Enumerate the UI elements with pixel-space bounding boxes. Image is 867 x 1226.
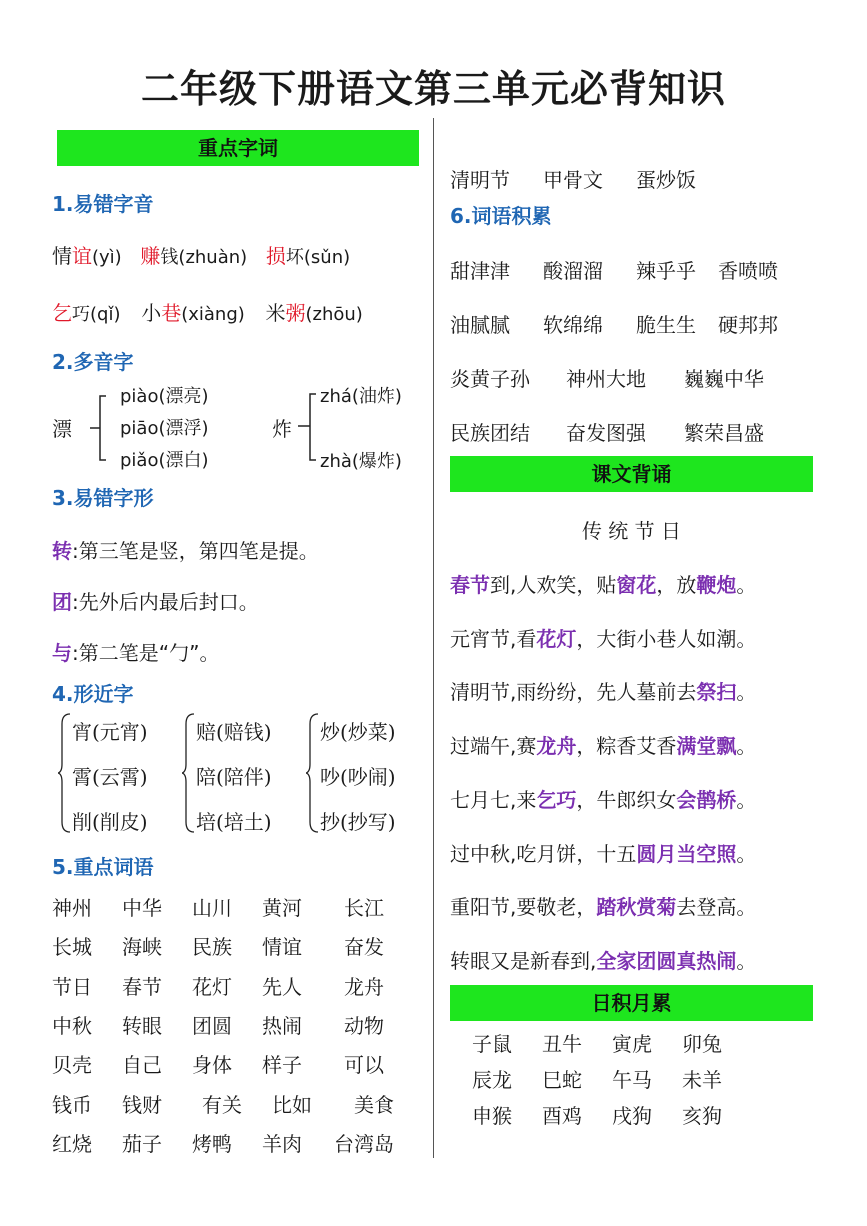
poem-text: 过端午,赛 <box>450 734 537 759</box>
accum-word: 辣乎乎 <box>636 259 696 283</box>
vocab-word: 黄河 <box>262 896 302 920</box>
accum-word: 繁荣昌盛 <box>684 421 764 445</box>
pron-4: 乞巧(qǐ) <box>52 301 121 325</box>
pron-2: 赚钱(zhuàn) <box>140 244 248 268</box>
zodiac-word: 丑牛 <box>542 1032 582 1056</box>
zodiac-word: 巳蛇 <box>542 1068 582 1092</box>
vocab-word: 节日 <box>52 974 92 999</box>
accum-word: 甜津津 <box>450 259 510 283</box>
poem-text: 。 <box>736 680 757 705</box>
vocab-word: 身体 <box>192 1053 232 1078</box>
brace-group-2 <box>182 712 196 834</box>
poem-line <box>450 838 756 867</box>
column-divider <box>433 118 434 1158</box>
bracket-1 <box>86 388 110 468</box>
accum-word: 神州大地 <box>566 367 646 391</box>
accum-word: 香喷喷 <box>718 259 778 283</box>
poem-text: ，放 <box>656 573 697 597</box>
vocab-word: 台湾岛 <box>334 1131 394 1156</box>
poem-highlight: 会鹊桥 <box>676 787 737 812</box>
poem-text: ，牛郎织女 <box>576 787 677 812</box>
vocab-word: 团圆 <box>192 1013 232 1038</box>
top-word-1: 清明节 <box>450 168 510 192</box>
poem-text: ，大街小巷人如潮。 <box>576 626 757 651</box>
glyph-item-3: 与:第二笔是“勹”。 <box>52 641 220 665</box>
poem-highlight: 龙舟 <box>536 734 577 759</box>
vocab-word: 长城 <box>52 935 92 960</box>
similar-3-2: 吵(吵闹) <box>320 765 396 789</box>
vocab-word: 转眼 <box>122 1013 162 1038</box>
accum-word: 炎黄子孙 <box>450 367 530 391</box>
vocab-word: 长江 <box>344 896 384 920</box>
vocab-word: 神州 <box>52 896 92 920</box>
vocab-word: 羊肉 <box>262 1131 302 1156</box>
polyphone-char-1: 漂 <box>52 417 72 441</box>
poem-highlight: 鞭炮 <box>696 573 737 597</box>
vocab-word: 热闹 <box>262 1013 302 1038</box>
vocab-word: 动物 <box>344 1013 384 1038</box>
zodiac-word: 申猴 <box>472 1104 512 1128</box>
pron-5: 小巷(xiàng) <box>141 301 245 325</box>
poem-line <box>450 623 756 652</box>
poem-highlight: 满堂飘 <box>676 734 737 759</box>
poem-text: 元宵节,看 <box>450 626 537 651</box>
poem-text: 去登高。 <box>676 895 757 920</box>
poem-line <box>450 945 756 974</box>
zodiac-word: 未羊 <box>682 1068 722 1092</box>
pron-1: 情谊(yì) <box>52 244 122 268</box>
banner-key-words: 重点字词 <box>57 130 419 166</box>
similar-2-2: 陪(陪伴) <box>196 765 272 789</box>
vocab-word: 茄子 <box>122 1131 162 1156</box>
accum-word: 巍巍中华 <box>684 367 764 391</box>
heading-key-vocab: 5.重点词语 <box>52 855 154 879</box>
poem-line <box>450 730 756 759</box>
polyphone-2-item-2: zhà(爆炸) <box>320 451 402 472</box>
poem-highlight: 全家团圆真热闹 <box>596 948 737 973</box>
vocab-word: 花灯 <box>192 974 232 999</box>
pronunciation-row-2 <box>52 297 363 326</box>
poem-text: 七月七,来 <box>450 787 537 812</box>
poem-text: 。 <box>736 841 757 866</box>
similar-1-2: 霄(云霄) <box>72 765 148 789</box>
top-word-3: 蛋炒饭 <box>636 168 696 192</box>
top-word-2: 甲骨文 <box>543 168 603 192</box>
poem-text: 重阳节,要敬老， <box>450 895 597 920</box>
zodiac-word: 辰龙 <box>472 1068 512 1092</box>
poem-highlight: 踏秋赏菊 <box>596 895 677 920</box>
heading-pronunciation: 1.易错字音 <box>52 192 154 216</box>
poem-text: 到,人欢笑，贴 <box>490 573 617 597</box>
zodiac-word: 戌狗 <box>612 1104 652 1128</box>
accum-word: 脆生生 <box>636 313 696 337</box>
vocab-word: 龙舟 <box>344 974 384 999</box>
zodiac-word: 亥狗 <box>682 1104 722 1128</box>
similar-2-1: 赔(赔钱) <box>196 720 272 744</box>
poem-text: ，粽香艾香 <box>576 734 677 759</box>
zodiac-word: 卯兔 <box>682 1032 722 1056</box>
vocab-word: 贝壳 <box>52 1053 92 1078</box>
poem-text: 。 <box>736 787 757 812</box>
pron-6: 米粥(zhōu) <box>265 301 363 325</box>
zodiac-word: 寅虎 <box>612 1032 652 1056</box>
accum-word: 软绵绵 <box>543 313 603 337</box>
vocab-word: 美食 <box>354 1092 394 1117</box>
vocab-word: 海峡 <box>122 935 162 960</box>
page-title: 二年级下册语文第三单元必背知识 <box>140 67 726 111</box>
poem-highlight: 圆月当空照 <box>636 841 737 866</box>
vocab-word: 样子 <box>262 1053 302 1078</box>
poem-text: 。 <box>736 734 757 759</box>
poem-highlight: 祭扫 <box>696 680 737 705</box>
glyph-item-1: 转:第三笔是竖，第四笔是提。 <box>52 539 319 563</box>
vocab-word: 先人 <box>262 974 302 999</box>
poem-text: 清明节,雨纷纷，先人墓前去 <box>450 680 697 705</box>
glyph-item-2: 团:先外后内最后封口。 <box>52 590 259 614</box>
heading-word-accumulation: 6.词语积累 <box>450 204 552 228</box>
poem-highlight: 窗花 <box>616 573 657 597</box>
similar-1-1: 宵(元宵) <box>72 720 148 744</box>
polyphone-1-item-2: piāo(漂浮) <box>120 418 209 439</box>
vocab-word: 中秋 <box>52 1013 92 1038</box>
accum-word: 硬邦邦 <box>718 313 778 337</box>
accum-word: 民族团结 <box>450 421 530 445</box>
vocab-word: 有关 <box>202 1092 242 1117</box>
brace-group-1 <box>58 712 72 834</box>
poem-line <box>450 784 756 813</box>
similar-1-3: 削(削皮) <box>72 810 148 834</box>
vocab-word: 山川 <box>192 896 232 920</box>
poem-line <box>450 676 756 705</box>
vocab-word: 红烧 <box>52 1131 92 1156</box>
poem-text: 。 <box>736 573 757 597</box>
accum-word: 油腻腻 <box>450 313 510 337</box>
poem-title: 传 统 节 日 <box>581 519 682 543</box>
polyphone-1-item-1: piào(漂亮) <box>120 386 209 407</box>
zodiac-word: 午马 <box>612 1068 652 1092</box>
pron-3: 损坏(sǔn) <box>265 244 351 268</box>
vocab-word: 民族 <box>192 935 232 960</box>
heading-polyphones: 2.多音字 <box>52 350 134 374</box>
poem-line <box>450 891 756 920</box>
brace-group-3 <box>306 712 320 834</box>
vocab-word: 钱币 <box>52 1092 92 1117</box>
accum-word: 奋发图强 <box>566 421 646 445</box>
similar-2-3: 培(培土) <box>196 810 272 834</box>
vocab-word: 烤鸭 <box>192 1131 232 1156</box>
zodiac-word: 子鼠 <box>472 1032 512 1056</box>
vocab-word: 比如 <box>272 1092 312 1117</box>
pronunciation-row-1 <box>52 240 350 269</box>
vocab-word: 春节 <box>122 974 162 999</box>
accum-word: 酸溜溜 <box>543 259 603 283</box>
zodiac-word: 酉鸡 <box>542 1104 582 1128</box>
banner-daily-accumulation: 日积月累 <box>450 985 813 1021</box>
bracket-2 <box>294 388 320 468</box>
vocab-word: 情谊 <box>262 935 302 960</box>
banner-recitation: 课文背诵 <box>450 456 813 492</box>
poem-highlight: 乞巧 <box>536 787 577 812</box>
polyphone-2-item-1: zhá(油炸) <box>320 386 402 407</box>
poem-text: 。 <box>736 948 757 973</box>
similar-3-1: 炒(炒菜) <box>320 720 396 744</box>
polyphone-char-2: 炸 <box>272 417 292 441</box>
vocab-word: 奋发 <box>344 935 384 960</box>
similar-3-3: 抄(抄写) <box>320 810 396 834</box>
poem-highlight: 花灯 <box>536 626 577 651</box>
heading-glyph-shapes: 3.易错字形 <box>52 486 154 510</box>
poem-highlight: 春节 <box>450 573 490 597</box>
vocab-word: 自己 <box>122 1053 162 1078</box>
vocab-word: 钱财 <box>122 1092 162 1117</box>
poem-text: 过中秋,吃月饼，十五 <box>450 841 637 866</box>
heading-similar-chars: 4.形近字 <box>52 682 134 706</box>
polyphone-1-item-3: piǎo(漂白) <box>120 450 209 471</box>
poem-line <box>450 569 756 598</box>
vocab-word: 可以 <box>344 1053 384 1078</box>
vocab-word: 中华 <box>122 896 162 920</box>
poem-text: 转眼又是新春到, <box>450 948 597 973</box>
